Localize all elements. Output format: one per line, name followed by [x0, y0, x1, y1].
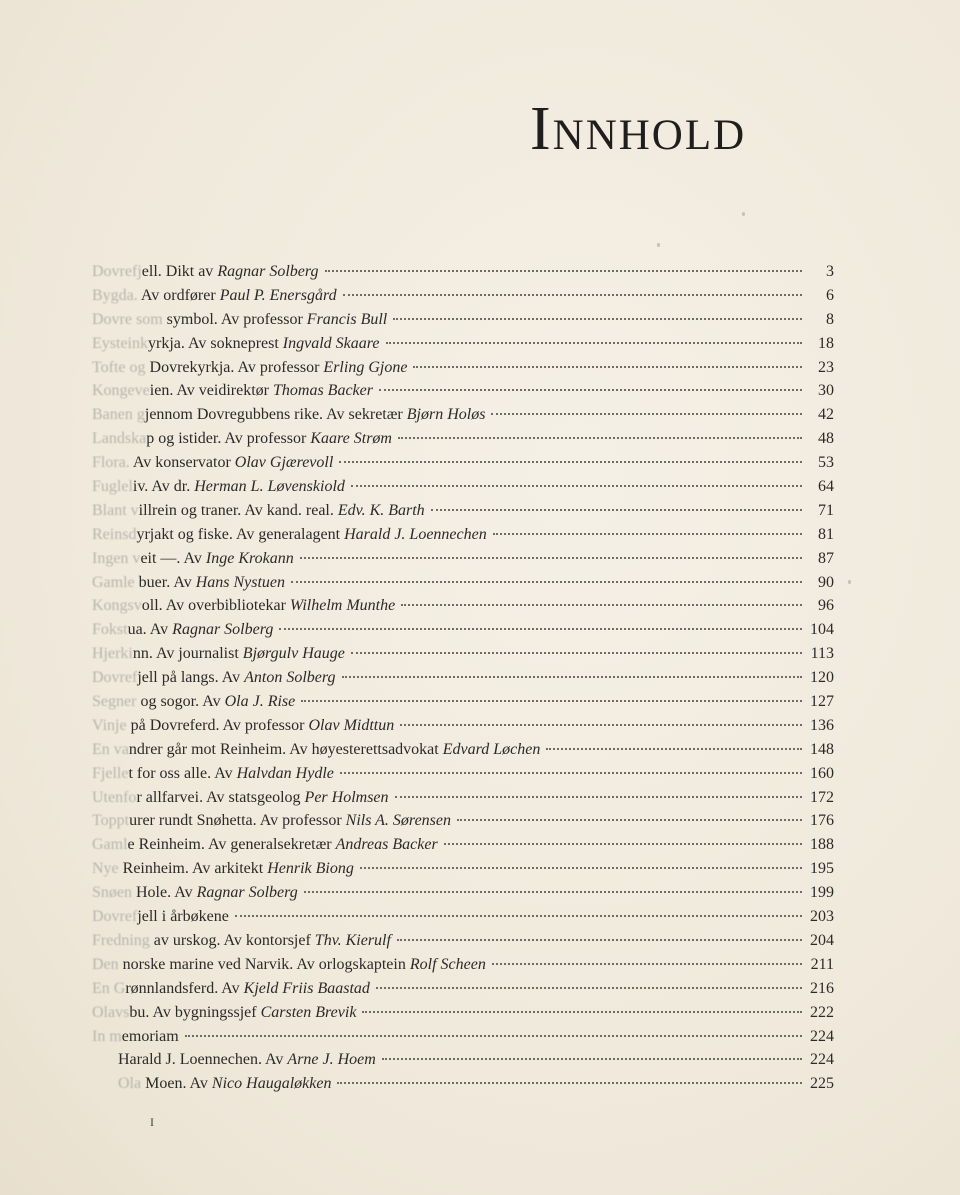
toc-entry-text: norske marine ved Narvik. Av orlogskaptein [118, 955, 410, 973]
dot-leader [351, 652, 802, 654]
toc-entry-author: Bjørgulv Hauge [242, 645, 345, 663]
toc-entry-author: Harald J. Loennechen [344, 525, 487, 543]
toc-entry-faded-text: En G [92, 979, 126, 997]
dot-leader [304, 891, 802, 893]
toc-entry-faded-text: Ola [118, 1075, 142, 1093]
toc-entry [92, 669, 834, 693]
dot-leader [491, 413, 802, 415]
toc-entry-title [92, 693, 295, 711]
dot-leader [351, 485, 802, 487]
toc-entry-text: Moen. Av [141, 1075, 212, 1093]
toc-entry-title [92, 502, 425, 520]
dot-leader [376, 987, 802, 989]
toc-entry-text: symbol. Av professor [162, 310, 307, 328]
toc-entry-text: urer rundt Snøhetta. Av professor [129, 812, 346, 830]
toc-entry [92, 836, 834, 860]
toc-entry [92, 550, 834, 574]
dot-leader [279, 628, 802, 630]
toc-entry-text: Hole. Av [132, 884, 197, 902]
toc-entry-faded-text: Banen g [92, 406, 145, 424]
toc-entry-title [92, 478, 345, 496]
toc-entry-page-number: 203 [810, 908, 834, 926]
paper-speck [742, 212, 745, 216]
toc-entry-text: ell. Dikt av [141, 263, 218, 280]
toc-entry-text: bu. Av bygningssjef [129, 1003, 261, 1021]
toc-entry-faded-text: Fokst [92, 621, 128, 639]
toc-entry-text: av urskog. Av kontorsjef [149, 931, 315, 949]
dot-leader [301, 700, 802, 702]
toc-entry-title [92, 335, 380, 353]
toc-entry [92, 454, 834, 478]
toc-entry [92, 908, 834, 932]
toc-entry [92, 765, 834, 789]
toc-entry-page-number: 120 [810, 669, 834, 687]
dot-leader [444, 843, 802, 845]
toc-entry-page-number: 195 [810, 860, 834, 878]
toc-entry-page-number: 216 [810, 979, 834, 997]
toc-entry [92, 382, 834, 406]
toc-entry-author: Andreas Backer [335, 836, 438, 854]
toc-entry-author: Bjørn Holøs [406, 406, 486, 424]
toc-entry [92, 1028, 834, 1052]
toc-entry-faded-text: Dovref [92, 908, 138, 926]
toc-entry-text: rønnlandsferd. Av [125, 979, 244, 997]
toc-entry-page-number: 48 [818, 430, 834, 448]
toc-entry-title [92, 406, 485, 424]
toc-entry-page-number: 225 [810, 1075, 834, 1093]
toc-entry-faded-text: Flora. [92, 454, 130, 472]
toc-entry-page-number: 113 [810, 645, 834, 663]
toc-entry-text: oll. Av overbibliotekar [141, 597, 290, 615]
toc-entry [92, 335, 834, 359]
toc-entry-text: eit —. Av [140, 549, 206, 567]
toc-entry [92, 860, 834, 884]
dot-leader [337, 1082, 802, 1084]
toc-entry [92, 980, 834, 1004]
toc-entry-title [92, 884, 298, 902]
toc-entry-faded-text: Dovref [92, 669, 138, 687]
toc-entry-title [92, 621, 273, 639]
toc-entry-page-number: 87 [818, 549, 834, 567]
toc-entry-author: Paul P. Enersgård [219, 286, 337, 304]
dot-leader [340, 772, 802, 774]
dot-leader [400, 724, 802, 726]
toc-entry-page-number: 160 [810, 764, 834, 782]
table-of-contents [92, 263, 834, 1099]
dot-leader [185, 1035, 802, 1037]
toc-entry-title [92, 669, 336, 687]
toc-entry-faded-text: Hjerki [92, 645, 133, 663]
toc-entry-title [92, 956, 486, 974]
toc-entry-page-number: 199 [810, 884, 834, 902]
dot-leader [325, 270, 803, 272]
toc-entry-title [92, 1028, 179, 1046]
toc-entry-faded-text: Dovre som [92, 310, 163, 328]
toc-entry-page-number: 204 [810, 931, 834, 949]
toc-entry-faded-text: Snøen [92, 884, 132, 902]
toc-entry-page-number: 224 [810, 1027, 834, 1045]
toc-entry-page-number: 23 [818, 358, 834, 376]
toc-entry-page-number: 188 [810, 836, 834, 854]
toc-entry-author: Ola J. Rise [224, 693, 296, 711]
toc-entry-text: buer. Av [134, 573, 196, 591]
toc-entry-author: Ragnar Solberg [196, 884, 298, 902]
toc-entry [92, 502, 834, 526]
toc-entry-page-number: 176 [810, 812, 834, 830]
page-folio: I [150, 1115, 154, 1129]
paper-speck [848, 580, 851, 584]
toc-entry [92, 812, 834, 836]
toc-entry-title [92, 454, 333, 472]
dot-leader [431, 509, 802, 511]
toc-entry [92, 789, 834, 813]
toc-entry-title [92, 860, 354, 878]
toc-entry-author: Olav Gjærevoll [234, 454, 334, 472]
toc-entry-title [92, 741, 540, 759]
toc-entry-faded-text: Fredning [92, 931, 150, 949]
toc-entry-author: Ragnar Solberg [217, 263, 319, 280]
toc-entry-faded-text: Kongsv [92, 597, 142, 615]
toc-entry-title [92, 526, 487, 544]
toc-entry-text: ndrer går mot Reinheim. Av høyesterettsadvokat [128, 740, 443, 758]
toc-entry-author: Francis Bull [306, 310, 388, 328]
toc-entry-author: Henrik Biong [267, 860, 354, 878]
toc-entry [92, 884, 834, 908]
toc-entry-author: Carsten Brevik [260, 1003, 357, 1021]
paper-speck [657, 243, 660, 247]
toc-entry [92, 621, 834, 645]
toc-entry [92, 430, 834, 454]
toc-entry-author: Herman L. Løvenskiold [194, 478, 345, 496]
toc-entry-title [92, 789, 389, 807]
toc-entry-page-number: 3 [826, 263, 834, 280]
toc-entry-text: ua. Av [127, 621, 173, 639]
toc-entry-text: yrkja. Av sokneprest [148, 334, 283, 352]
toc-entry-page-number: 8 [826, 310, 834, 328]
dot-leader [379, 389, 802, 391]
toc-entry [92, 1075, 834, 1099]
toc-entry-author: Halvdan Hydle [236, 764, 334, 782]
toc-entry-page-number: 53 [818, 454, 834, 472]
dot-leader [393, 318, 802, 320]
toc-entry-text: og sogor. Av [136, 693, 225, 711]
toc-entry-title [92, 1004, 356, 1022]
toc-entry-text: e Reinheim. Av generalsekretær [127, 836, 336, 854]
dot-leader [413, 366, 802, 368]
toc-entry-title [92, 597, 395, 615]
toc-entry-author: Ragnar Solberg [172, 621, 274, 639]
toc-entry-title [92, 430, 392, 448]
toc-entry-page-number: 81 [818, 525, 834, 543]
toc-entry-faded-text: Dovrefj [92, 263, 142, 280]
toc-entry-page-number: 104 [810, 621, 834, 639]
toc-entry [92, 406, 834, 430]
dot-leader [362, 1011, 802, 1013]
toc-entry-faded-text: Den [92, 955, 119, 973]
toc-entry-faded-text: Reinsd [92, 525, 137, 543]
toc-entry-author: Nico Haugaløkken [211, 1075, 332, 1093]
toc-entry [92, 717, 834, 741]
toc-entry-page-number: 96 [818, 597, 834, 615]
toc-entry-text: iv. Av dr. [132, 478, 195, 496]
toc-entry [92, 1004, 834, 1028]
toc-entry-page-number: 71 [818, 501, 834, 519]
toc-entry-author: Edv. K. Barth [337, 501, 425, 519]
toc-entry-author: Rolf Scheen [409, 955, 486, 973]
toc-entry-author: Thv. Kierulf [314, 931, 391, 949]
toc-entry-title [92, 550, 294, 568]
toc-entry [92, 359, 834, 383]
toc-entry-faded-text: Ingen v [92, 549, 141, 567]
dot-leader [382, 1058, 802, 1060]
dot-leader [339, 461, 802, 463]
toc-entry-title [92, 717, 394, 735]
toc-entry [92, 574, 834, 598]
toc-entry [92, 956, 834, 980]
page-title: Innhold [530, 95, 747, 163]
toc-entry-page-number: 18 [818, 334, 834, 352]
toc-entry-text: r allfarvei. Av statsgeolog [136, 788, 305, 806]
dot-leader [343, 294, 802, 296]
toc-entry-faded-text: Tofte og [92, 358, 146, 376]
toc-entry-author: Anton Solberg [244, 669, 336, 687]
toc-entry-author: Nils A. Sørensen [345, 812, 451, 830]
toc-entry [92, 287, 834, 311]
toc-entry-text: Av ordfører [137, 286, 220, 304]
toc-entry-text: nn. Av journalist [132, 645, 243, 663]
toc-entry-faded-text: Bygda. [92, 286, 138, 304]
dot-leader [386, 342, 802, 344]
toc-entry-title [92, 836, 438, 854]
toc-entry-author: Edvard Løchen [442, 740, 541, 758]
toc-entry-page-number: 222 [810, 1003, 834, 1021]
toc-entry-faded-text: Blant v [92, 501, 139, 519]
toc-entry-title [92, 359, 407, 377]
dot-leader [342, 676, 802, 678]
toc-entry [92, 741, 834, 765]
dot-leader [401, 604, 802, 606]
toc-entry-author: Kaare Strøm [310, 430, 392, 448]
toc-entry-title [92, 645, 345, 663]
toc-entry-page-number: 6 [826, 286, 834, 304]
toc-entry-title [92, 287, 337, 305]
dot-leader [546, 748, 802, 750]
dot-leader [397, 939, 802, 941]
toc-entry-title [92, 574, 285, 592]
dot-leader [235, 915, 802, 917]
toc-entry-faded-text: Segner [92, 693, 137, 711]
toc-entry-text: jennom Dovregubbens rike. Av sekretær [144, 406, 407, 424]
toc-entry-text: Dovrekyrkja. Av professor [145, 358, 324, 376]
toc-entry [92, 1051, 834, 1075]
toc-entry-title [118, 1051, 376, 1069]
toc-entry-faded-text: Kongeve [92, 382, 150, 400]
dot-leader [291, 581, 802, 583]
toc-entry-faded-text: Eysteink [92, 334, 148, 352]
toc-entry-page-number: 136 [810, 716, 834, 734]
dot-leader [457, 819, 802, 821]
toc-entry-page-number: 148 [810, 740, 834, 758]
toc-entry-text: jell i årbøkene [137, 908, 229, 926]
toc-entry-title [92, 812, 451, 830]
toc-entry-title [92, 908, 229, 926]
toc-entry-faded-text: Gaml [92, 836, 128, 854]
toc-entry [92, 311, 834, 335]
dot-leader [492, 963, 802, 965]
toc-entry-text: p og istider. Av professor [146, 430, 311, 448]
toc-entry-faded-text: Fuglel [92, 478, 133, 496]
toc-entry-title [92, 311, 387, 329]
toc-entry-faded-text: Utenfo [92, 788, 137, 806]
toc-entry-faded-text: Nye [92, 860, 119, 878]
toc-entry-page-number: 90 [818, 573, 834, 591]
toc-entry-title [92, 382, 373, 400]
toc-entry [92, 478, 834, 502]
toc-entry-author: Inge Krokann [205, 549, 294, 567]
dot-leader [398, 437, 802, 439]
toc-entry-text: på Dovreferd. Av professor [126, 716, 309, 734]
toc-entry-text: yrjakt og fiske. Av generalagent [136, 525, 345, 543]
toc-entry-page-number: 64 [818, 478, 834, 496]
toc-entry-faded-text: In m [92, 1027, 122, 1045]
toc-entry-faded-text: Fjelle [92, 764, 129, 782]
toc-entry-faded-text: Gamle [92, 573, 135, 591]
toc-entry-text: ien. Av veidirektør [149, 382, 273, 400]
dot-leader [360, 867, 802, 869]
toc-entry-title [92, 980, 370, 998]
toc-entry-page-number: 224 [810, 1051, 834, 1069]
toc-entry-title [92, 263, 319, 281]
toc-entry-text: Reinheim. Av arkitekt [118, 860, 268, 878]
toc-entry-page-number: 211 [810, 955, 834, 973]
toc-entry [92, 263, 834, 287]
toc-entry-author: Olav Midttun [308, 716, 395, 734]
toc-entry-page-number: 172 [810, 788, 834, 806]
toc-entry [92, 597, 834, 621]
toc-entry-author: Arne J. Hoem [287, 1051, 376, 1069]
toc-entry-faded-text: Vinje [92, 716, 127, 734]
toc-entry-title [118, 1075, 331, 1093]
toc-entry-text: jell på langs. Av [137, 669, 245, 687]
toc-entry-page-number: 42 [818, 406, 834, 424]
toc-entry-text: Av konservator [129, 454, 235, 472]
toc-entry-author: Wilhelm Munthe [289, 597, 396, 615]
dot-leader [493, 533, 802, 535]
toc-entry-text: illrein og traner. Av kand. real. [138, 501, 338, 519]
toc-entry-author: Ingvald Skaare [282, 334, 380, 352]
toc-entry-text: Harald J. Loennechen. Av [118, 1051, 288, 1069]
toc-entry-title [92, 765, 334, 783]
toc-entry-text: emoriam [121, 1027, 179, 1045]
toc-entry-page-number: 127 [810, 693, 834, 711]
toc-entry-faded-text: Toppt [92, 812, 130, 830]
dot-leader [300, 557, 802, 559]
dot-leader [395, 796, 802, 798]
toc-entry-text: t for oss alle. Av [128, 764, 237, 782]
toc-entry [92, 645, 834, 669]
toc-entry-author: Erling Gjone [323, 358, 408, 376]
toc-entry-author: Per Holmsen [304, 788, 389, 806]
toc-entry-faded-text: En va [92, 740, 129, 758]
toc-entry-author: Thomas Backer [273, 382, 373, 400]
toc-entry-faded-text: Olavs [92, 1003, 130, 1021]
toc-entry-page-number: 30 [818, 382, 834, 400]
toc-entry-author: Hans Nystuen [195, 573, 286, 591]
toc-entry-faded-text: Landska [92, 430, 147, 448]
toc-entry [92, 932, 834, 956]
toc-entry [92, 693, 834, 717]
toc-entry-title [92, 932, 391, 950]
toc-entry-author: Kjeld Friis Baastad [243, 979, 370, 997]
toc-entry [92, 526, 834, 550]
